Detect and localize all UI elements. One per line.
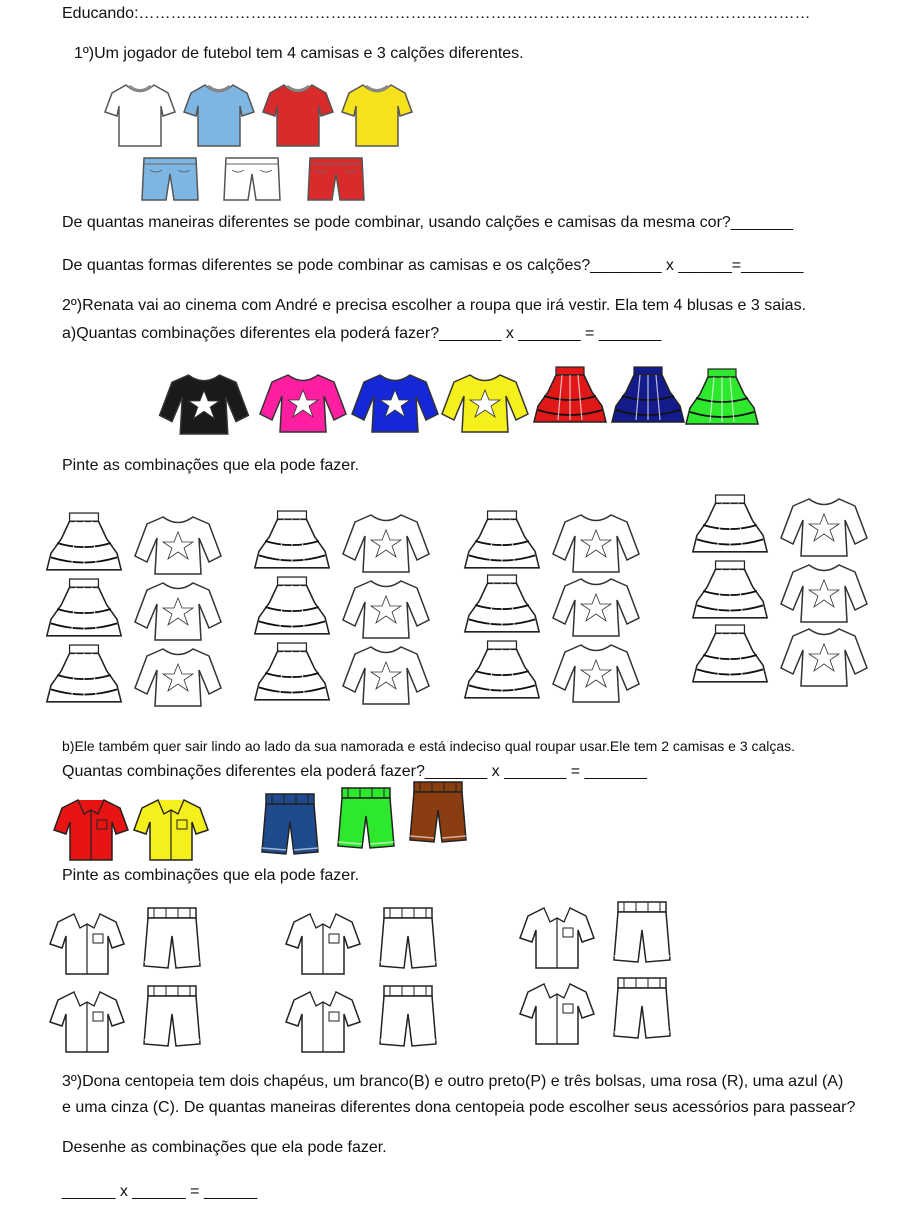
outline-blouse-icon[interactable] <box>550 512 642 574</box>
q3-line1: 3º)Dona centopeia tem dois chapéus, um branco(B) e outro preto(P) e três bolsas, uma rosa (R), uma azul (A) <box>62 1073 844 1090</box>
shorts-icon <box>306 156 366 202</box>
tshirt-icon <box>262 82 334 148</box>
button-shirt-icon <box>132 796 210 862</box>
q1-question-a: De quantas maneiras diferentes se pode combinar, usando calções e camisas da mesma cor?_______ <box>62 214 794 231</box>
q1-question-b: De quantas formas diferentes se pode combinar as camisas e os calções?________ x ______=_______ <box>62 257 804 274</box>
student-name-line: Educando:……………………………………………………………………………………………………………… <box>62 5 811 22</box>
outline-shirt-icon[interactable] <box>48 910 126 976</box>
blouse-icon <box>350 372 440 434</box>
outline-skirt-icon[interactable] <box>690 494 770 558</box>
outline-blouse-icon[interactable] <box>778 496 870 558</box>
pants-icon <box>258 792 322 862</box>
q3-draw-instruction: Desenhe as combinações que ela pode fazer. <box>62 1139 387 1156</box>
outline-pants-icon[interactable] <box>140 984 204 1054</box>
q2-paint-instruction: Pinte as combinações que ela pode fazer. <box>62 457 360 474</box>
outline-blouse-icon[interactable] <box>550 642 642 704</box>
outline-skirt-icon[interactable] <box>252 576 332 640</box>
outline-blouse-icon[interactable] <box>550 576 642 638</box>
outline-blouse-icon[interactable] <box>778 562 870 624</box>
outline-pants-icon[interactable] <box>376 906 440 976</box>
shorts-icon <box>222 156 282 202</box>
outline-skirt-icon[interactable] <box>462 574 542 638</box>
outline-skirt-icon[interactable] <box>44 578 124 642</box>
outline-blouse-icon[interactable] <box>132 646 224 708</box>
q3-line2: e uma cinza (C). De quantas maneiras diferentes dona centopeia pode escolher seus acessórios para passear? <box>62 1099 856 1116</box>
outline-skirt-icon[interactable] <box>690 560 770 624</box>
outline-blouse-icon[interactable] <box>340 644 432 706</box>
outline-pants-icon[interactable] <box>376 984 440 1054</box>
outline-pants-icon[interactable] <box>610 900 674 970</box>
q2-question-b-line2: Quantas combinações diferentes ela poderá fazer?_______ x _______ = _______ <box>62 763 647 780</box>
skirt-icon <box>684 368 760 430</box>
q2-title: 2º)Renata vai ao cinema com André e precisa escolher a roupa que irá vestir. Ela tem 4 blusas e 3 saias. <box>62 297 807 314</box>
outline-shirt-icon[interactable] <box>284 988 362 1054</box>
q3-answer-line: ______ x ______ = ______ <box>62 1183 258 1200</box>
q2-question-b-line1: b)Ele também quer sair lindo ao lado da sua namorada e está indeciso qual roupar usar.Ele tem 2 camisas e 3 calças. <box>62 738 796 754</box>
outline-skirt-icon[interactable] <box>462 640 542 704</box>
button-shirt-icon <box>52 796 130 862</box>
shorts-icon <box>140 156 200 202</box>
outline-skirt-icon[interactable] <box>462 510 542 574</box>
pants-icon <box>334 786 398 856</box>
outline-pants-icon[interactable] <box>140 906 204 976</box>
outline-shirt-icon[interactable] <box>518 904 596 970</box>
outline-shirt-icon[interactable] <box>284 910 362 976</box>
outline-blouse-icon[interactable] <box>778 626 870 688</box>
tshirt-icon <box>341 82 413 148</box>
outline-skirt-icon[interactable] <box>252 510 332 574</box>
skirt-icon <box>532 366 608 428</box>
outline-skirt-icon[interactable] <box>252 642 332 706</box>
outline-pants-icon[interactable] <box>610 976 674 1046</box>
outline-shirt-icon[interactable] <box>518 980 596 1046</box>
outline-blouse-icon[interactable] <box>340 512 432 574</box>
tshirt-icon <box>183 82 255 148</box>
q2-paint-instruction-b: Pinte as combinações que ela pode fazer. <box>62 867 360 884</box>
q2-question-a: a)Quantas combinações diferentes ela poderá fazer?_______ x _______ = _______ <box>62 325 662 342</box>
pants-icon <box>406 780 470 850</box>
outline-blouse-icon[interactable] <box>132 514 224 576</box>
blouse-icon <box>156 372 252 436</box>
q1-title: 1º)Um jogador de futebol tem 4 camisas e 3 calções diferentes. <box>74 45 524 62</box>
outline-skirt-icon[interactable] <box>44 644 124 708</box>
blouse-icon <box>440 372 530 434</box>
blouse-icon <box>258 372 348 434</box>
outline-blouse-icon[interactable] <box>340 578 432 640</box>
outline-skirt-icon[interactable] <box>690 624 770 688</box>
outline-blouse-icon[interactable] <box>132 580 224 642</box>
skirt-icon <box>610 366 686 428</box>
tshirt-icon <box>104 82 176 148</box>
outline-shirt-icon[interactable] <box>48 988 126 1054</box>
outline-skirt-icon[interactable] <box>44 512 124 576</box>
